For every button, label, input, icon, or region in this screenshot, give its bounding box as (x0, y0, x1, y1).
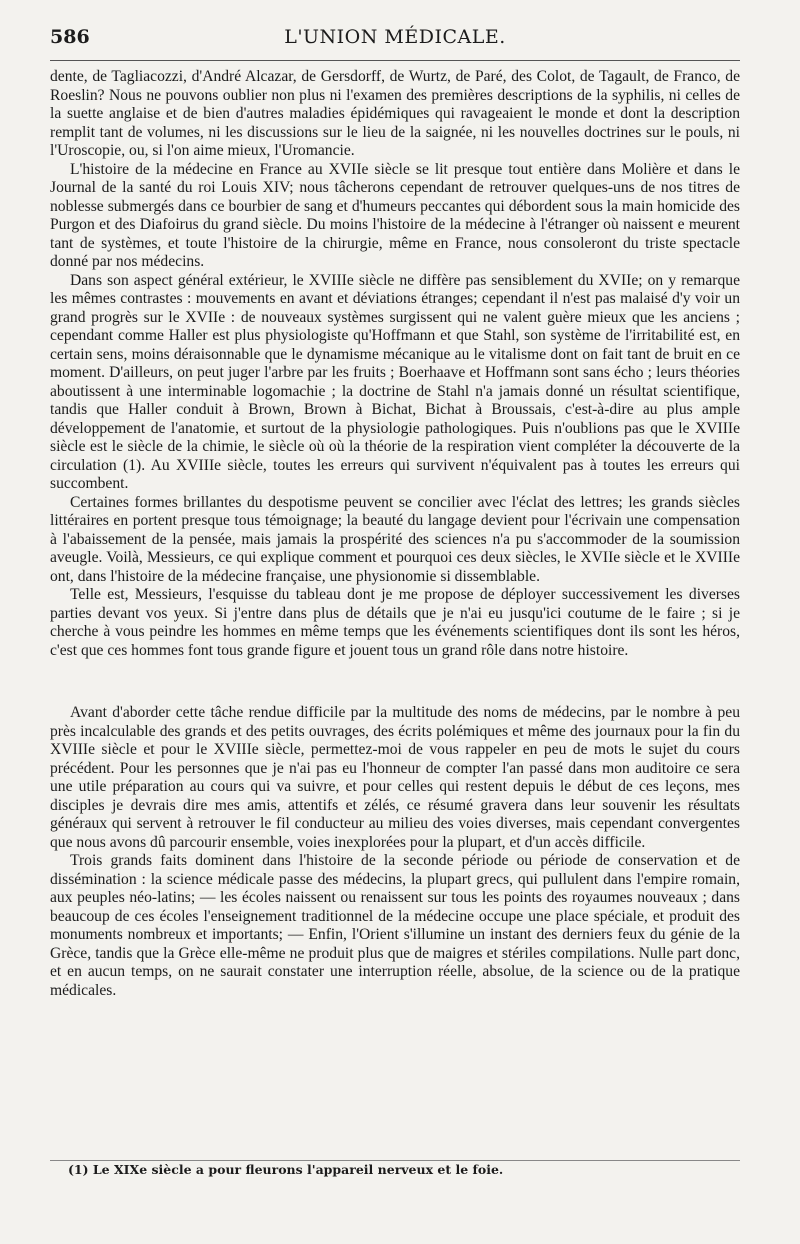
page-number: 586 (50, 26, 90, 48)
paragraph: Telle est, Messieurs, l'esquisse du tableau dont je me propose de déployer successivement les diverses parties devant vos yeux. Si j'entre dans plus de détails que je n'ai eu jusqu'ici coutume de le faire ; si je cherche à vous peindre les hommes en même temps que les événements scientifiques dont ils sont les héros, c'est que ces hommes font tous grande figure et jouent tous un grand rôle dans notre histoire. (50, 586, 740, 659)
paragraph: Certaines formes brillantes du despotisme peuvent se concilier avec l'éclat des lettres; les grands siècles littéraires en portent presque tous témoignage; la beauté du langage devient pour l'écrivain une compensation à l'abaissement de la pensée, mais jamais la prospérité des sciences n'a pu s'accommoder de la soumission aveugle. Voilà, Messieurs, ce qui explique comment et pourquoi ces deux siècles, le XVIIe siècle et le XVIIIe ont, dans l'histoire de la médecine française, une physionomie si dissemblable. (50, 493, 740, 585)
footnote: (1) Le XIXe siècle a pour fleurons l'appareil nerveux et le foie. (68, 1162, 504, 1177)
page-header (50, 20, 740, 50)
paragraph: dente, de Tagliacozzi, d'André Alcazar, de Gersdorff, de Wurtz, de Paré, des Colot, de Tagault, de Franco, de Roeslin? Nous ne pouvons oublier non plus ni l'examen des premières descriptions de la syphilis, ni celles de la suette anglaise et de bien d'autres maladies épidémiques qui ravageaient le monde et dont la description remplit tant de volumes, ni les discussions sur le lieu de la saignée, ni les nouvelles doctrines sur le pouls, ni l'Uroscopie, ou, si l'on aime mieux, l'Uromancie. (50, 68, 740, 159)
footnote-rule (50, 1160, 740, 1161)
section-gap (50, 660, 740, 704)
paragraph: Dans son aspect général extérieur, le XVIIIe siècle ne diffère pas sensiblement du XVIIe; on y remarque les mêmes contrastes : mouvements en avant et déviations étranges; cependant il n'est pas malaisé d'y voir un grand progrès sur le XVIIe : de nouveaux systèmes surgissent qui ne valent guère mieux que les anciens ; cependant comme Haller est plus physiologiste qu'Hoffmann et que Stahl, son système de l'irritabilité est, en certain sens, moins déraisonnable que le dynamisme mécanique au le vitalisme dont on fait tant de bruit en ce moment. D'ailleurs, on peut juger l'arbre par les fruits ; Boerhaave et Hoffmann sont sans écho ; leurs théories aboutissent à une interminable logomachie ; la doctrine de Stahl n'a jamais donné un résultat scientifique, tandis que Haller conduit à Brown, Brown à Bichat, Bichat à Broussais, c'est-à-dire au plus ample développement de l'anatomie, et surtout de la physiologie pathologiques. Puis n'oublions pas que le XVIIIe siècle est le siècle de la chimie, le siècle où où la théorie de la respiration vient compléter la découverte de la circulation (1). Au XVIIIe siècle, toutes les erreurs qui survivent n'équivalent pas à toutes les erreurs qui succombent. (50, 271, 740, 492)
paragraph: L'histoire de la médecine en France au XVIIe siècle se lit presque tout entière dans Molière et dans le Journal de la santé du roi Louis XIV; nous tâcherons cependant de retrouver quelques-uns de nos titres de noblesse submergés dans ce bourbier de sang et d'humeurs peccantes qui débordent sous la main homicide des Purgon et des Diafoirus du grand siècle. Du moins l'histoire de la médecine à l'étranger où naissent e meurent tant de systèmes, et toute l'histoire de la chirurgie, même en France, nous consoleront du triste spectacle donné par nos médecins. (50, 160, 740, 270)
paragraph: Avant d'aborder cette tâche rendue difficile par la multitude des noms de médecins, par le nombre à peu près incalculable des grands et des petits ouvrages, des écrits polémiques et même des journaux pour la fin du XVIIIe siècle et pour le XVIIIe siècle, permettez-moi de vous rappeler en peu de mots le sujet du cours précédent. Pour les personnes que je n'ai pas eu l'honneur de compter l'an passé dans mon auditoire ce sera une utile préparation au cours qui va suivre, et pour celles qui restent depuis le début de ces leçons, mes disciples je devrais dire mes amis, attentifs et zélés, ce résumé gravera dans leur souvenir les résultats généraux qui servent à retrouver le fil conducteur au milieu des voies diverses, mais cependant convergentes que nous avons dû parcourir ensemble, voies inexplorées pour la plupart, et d'un accès difficile. (50, 704, 740, 851)
paragraph: Trois grands faits dominent dans l'histoire de la seconde période ou période de conservation et de dissémination : la science médicale passe des médecins, la plupart grecs, qui pullulent dans l'empire romain, aux peuples néo-latins; — les écoles naissent ou renaissent sur tous les points des royaumes nouveaux ; dans beaucoup de ces écoles l'enseignement traditionnel de la médecine occupe une place spéciale, et produit des monuments nombreux et importants; — Enfin, l'Orient s'illumine un instant des derniers feux du génie de la Grèce, tandis que la Grèce elle-même ne produit plus que de maigres et stériles compilations. Nulle part donc, et en aucun temps, on ne saurait constater une interruption réelle, absolue, de la science ou de la pratique médicales. (50, 852, 740, 999)
running-title: L'UNION MÉDICALE. (284, 26, 506, 48)
header-rule (50, 60, 740, 61)
body-text (50, 68, 740, 1000)
